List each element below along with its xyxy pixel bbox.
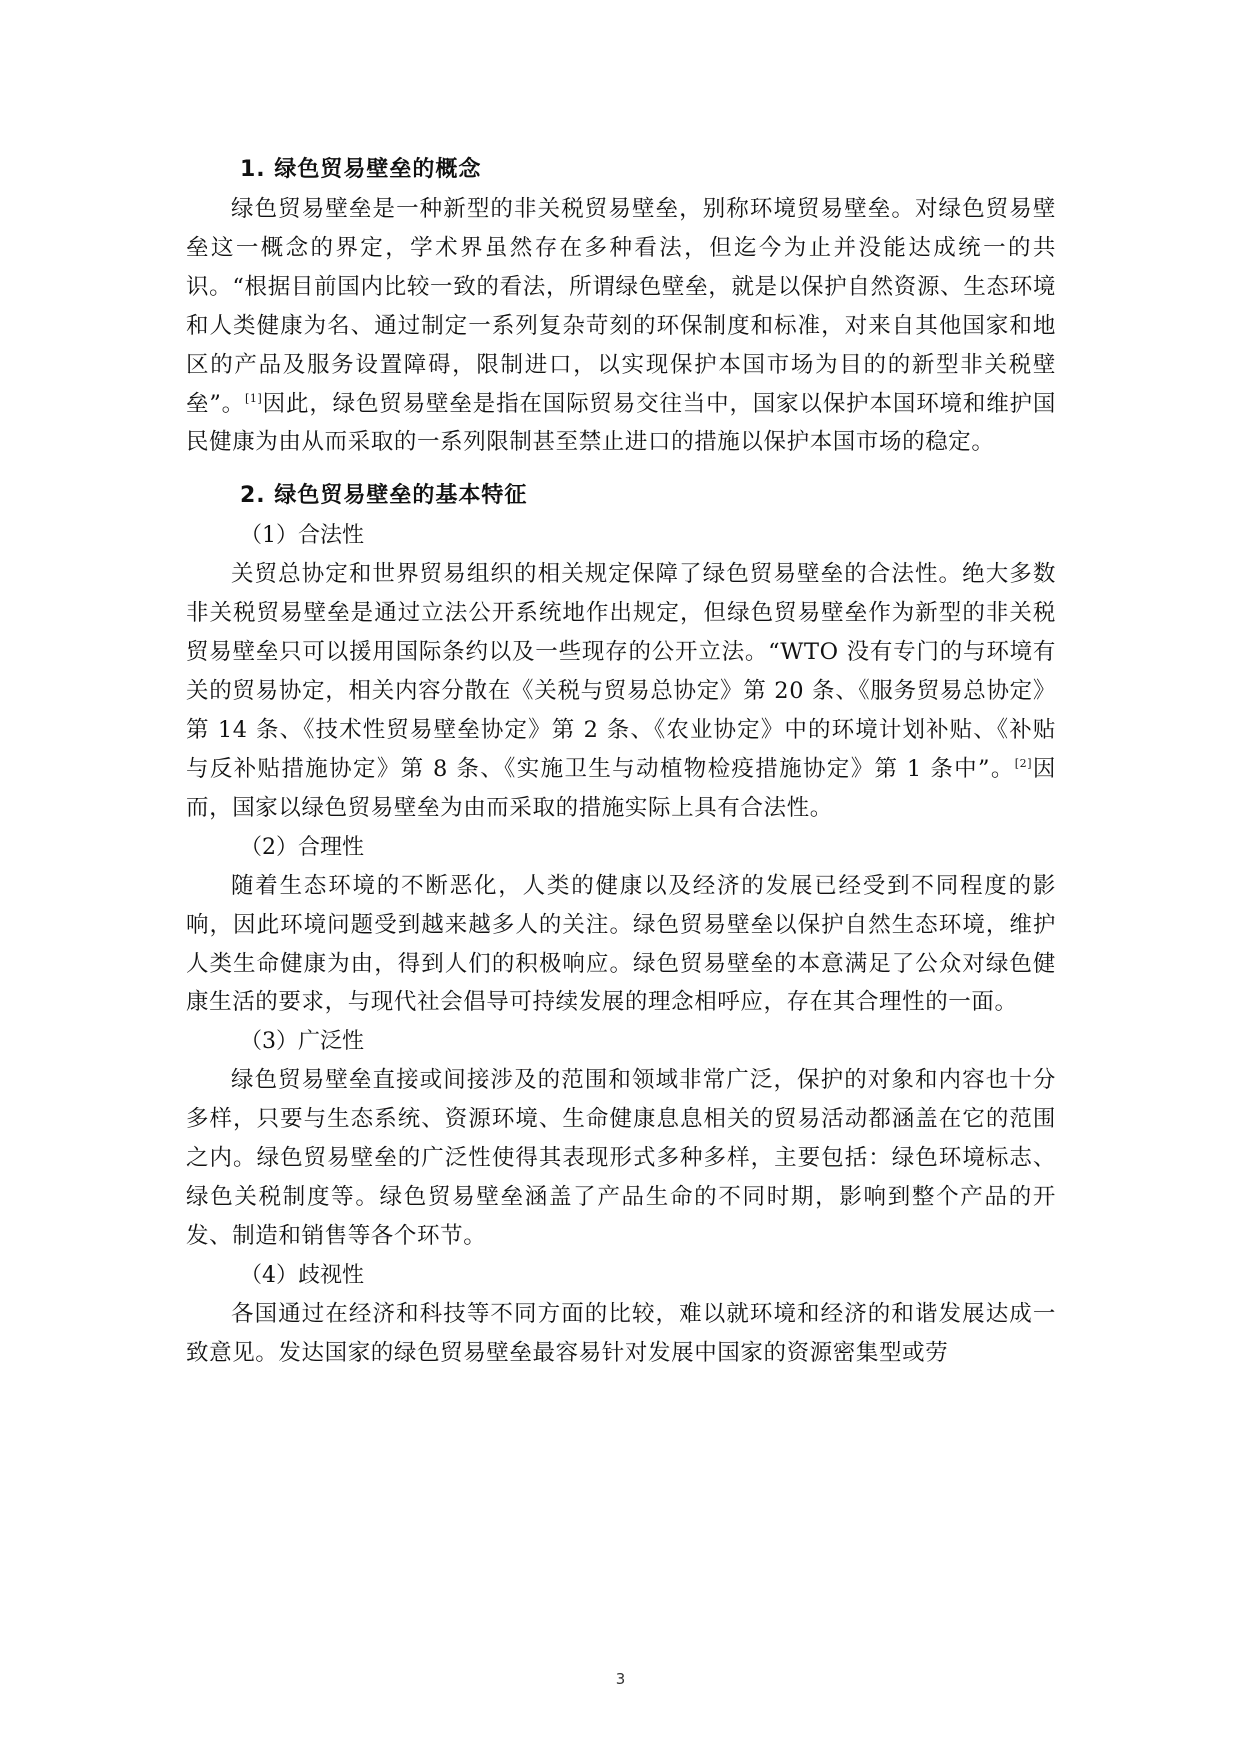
- paragraph-text: 因而，国家以绿色贸易壁垒为由而采取的措施实际上具有合法性。: [186, 755, 1056, 821]
- paragraph-text: 因此，绿色贸易壁垒是指在国际贸易交往当中，国家以保护本国环境和维护国民健康为由从而采取的一系列限制甚至禁止进口的措施以保护本国市场的稳定。: [186, 390, 1056, 456]
- paragraph-legality: [186, 555, 1056, 827]
- citation-ref: [1]: [245, 391, 263, 405]
- section-heading-concept: 1. 绿色贸易壁垒的概念: [240, 157, 482, 182]
- paragraph-text: 绿色贸易壁垒是一种新型的非关税贸易壁垒，别称环境贸易壁垒。对绿色贸易壁垒这一概念的界定，学术界虽然存在多种看法，但迄今为止并没能达成统一的共识。“根据目前国内比较一致的看法，所谓绿色壁垒，就是以保护自然资源、生态环境和人类健康为名、通过制定一系列复杂苛刻的环保制度和标准，对来自其他国家和地区的产品及服务设置障碍，限制进口，以实现保护本国市场为目的的新型非关税壁垒”。: [186, 196, 1056, 417]
- paragraph-text: 关贸总协定和世界贸易组织的相关规定保障了绿色贸易壁垒的合法性。绝大多数非关税贸易壁垒是通过立法公开系统地作出规定，但绿色贸易壁垒作为新型的非关税贸易壁垒只可以援用国际条约以及一些现存的公开立法。“WTO 没有专门的与环境有关的贸易协定，相关内容分散在《关税与贸易总协定》第 20 条、《服务贸易总协定》第 14 条、《技术性贸易壁垒协定》第 2 条、《农业协定》中的环境计划补贴、《补贴与反补贴措施协定》第 8 条、《实施卫生与动植物检疫措施协定》第 1 条中”。: [186, 561, 1056, 782]
- paragraph-concept: [186, 190, 1056, 462]
- citation-ref: [2]: [1014, 756, 1033, 770]
- page-number: 3: [615, 1670, 626, 1688]
- document-body: [186, 150, 1056, 1373]
- paragraph-extensiveness: 绿色贸易壁垒直接或间接涉及的范围和领域非常广泛，保护的对象和内容也十分多样，只要与生态系统、资源环境、生命健康息息相关的贸易活动都涵盖在它的范围之内。绿色贸易壁垒的广泛性使得其表现形式多种多样，主要包括：绿色环境标志、绿色关税制度等。绿色贸易壁垒涵盖了产品生命的不同时期，影响到整个产品的开发、制造和销售等各个环节。: [186, 1067, 1056, 1249]
- subheading-legality: （1）合法性: [240, 523, 364, 549]
- paragraph-discrimination: 各国通过在经济和科技等不同方面的比较，难以就环境和经济的和谐发展达成一致意见。发达国家的绿色贸易壁垒最容易针对发展中国家的资源密集型或劳: [186, 1300, 1056, 1366]
- subheading-extensiveness: （3）广泛性: [240, 1029, 364, 1055]
- section-heading-features: 2. 绿色贸易壁垒的基本特征: [240, 483, 528, 509]
- paragraph-rationality: 随着生态环境的不断恶化，人类的健康以及经济的发展已经受到不同程度的影响，因此环境问题受到越来越多人的关注。绿色贸易壁垒以保护自然生态环境，维护人类生命健康为由，得到人们的积极响应。绿色贸易壁垒的本意满足了公众对绿色健康生活的要求，与现代社会倡导可持续发展的理念相呼应，存在其合理性的一面。: [186, 872, 1056, 1016]
- subheading-rationality: （2）合理性: [240, 834, 364, 860]
- subheading-discrimination: （4）歧视性: [240, 1262, 364, 1288]
